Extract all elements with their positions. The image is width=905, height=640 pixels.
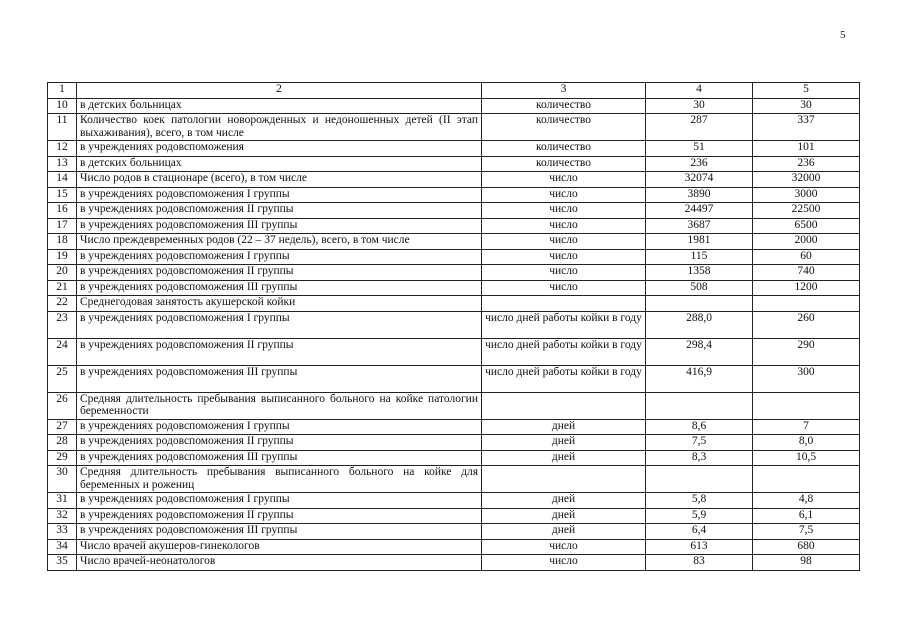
indicator-name: в учреждениях родовспоможения I группы [77,493,482,509]
table-row [48,365,860,392]
indicator-name: в учреждениях родовспоможения II группы [77,265,482,281]
table-row [48,555,860,571]
unit-of-measure: дней [482,524,646,540]
table-row [48,280,860,296]
unit-of-measure: число [482,187,646,203]
value-col-4: 5,9 [646,508,753,524]
unit-of-measure: число [482,172,646,188]
unit-of-measure: количество [482,141,646,157]
unit-of-measure: число [482,234,646,250]
value-col-5 [753,392,860,419]
row-number: 28 [48,435,77,451]
header-cell-3: 3 [482,83,646,99]
value-col-4: 8,3 [646,450,753,466]
value-col-4: 51 [646,141,753,157]
table-row [48,338,860,365]
row-number: 20 [48,265,77,281]
value-col-4: 5,8 [646,493,753,509]
table-row [48,524,860,540]
value-col-5: 3000 [753,187,860,203]
value-col-5: 7,5 [753,524,860,540]
value-col-4: 115 [646,249,753,265]
unit-of-measure [482,296,646,312]
table-row [48,114,860,141]
row-number: 13 [48,156,77,172]
indicator-name: в учреждениях родовспоможения II группы [77,338,482,365]
row-number: 12 [48,141,77,157]
value-col-5: 337 [753,114,860,141]
value-col-5: 101 [753,141,860,157]
indicator-name: в учреждениях родовспоможения I группы [77,187,482,203]
indicator-name: в учреждениях родовспоможения [77,141,482,157]
unit-of-measure [482,392,646,419]
header-cell-5: 5 [753,83,860,99]
table-row [48,493,860,509]
value-col-4: 298,4 [646,338,753,365]
indicator-name: Количество коек патологии новорожденных и недоношенных детей (II этап выхаживания), всего, в том числе [77,114,482,141]
row-number: 30 [48,466,77,493]
row-number: 19 [48,249,77,265]
row-number: 32 [48,508,77,524]
unit-of-measure: количество [482,98,646,114]
value-col-4 [646,296,753,312]
value-col-5 [753,466,860,493]
value-col-5: 290 [753,338,860,365]
indicator-name: в учреждениях родовспоможения II группы [77,508,482,524]
unit-of-measure: дней [482,508,646,524]
value-col-5: 60 [753,249,860,265]
row-number: 11 [48,114,77,141]
indicator-name: Число врачей-неонатологов [77,555,482,571]
row-number: 35 [48,555,77,571]
indicator-name: в учреждениях родовспоможения I группы [77,419,482,435]
unit-of-measure: количество [482,156,646,172]
indicator-name: Число родов в стационаре (всего), в том числе [77,172,482,188]
indicators-table [47,82,860,571]
indicator-name: Число преждевременных родов (22 – 37 недель), всего, в том числе [77,234,482,250]
unit-of-measure: дней [482,419,646,435]
value-col-5: 98 [753,555,860,571]
value-col-4: 83 [646,555,753,571]
value-col-4: 508 [646,280,753,296]
indicator-name: в учреждениях родовспоможения III группы [77,218,482,234]
table-row [48,218,860,234]
value-col-4: 8,6 [646,419,753,435]
table-row [48,392,860,419]
table-row [48,419,860,435]
row-number: 18 [48,234,77,250]
value-col-5: 6,1 [753,508,860,524]
indicator-name: в учреждениях родовспоможения III группы [77,450,482,466]
value-col-5: 32000 [753,172,860,188]
row-number: 10 [48,98,77,114]
header-cell-4: 4 [646,83,753,99]
unit-of-measure: число дней работы койки в году [482,311,646,338]
value-col-4: 3890 [646,187,753,203]
table-row [48,187,860,203]
indicator-name: в детских больницах [77,98,482,114]
unit-of-measure: дней [482,435,646,451]
indicator-name: в учреждениях родовспоможения I группы [77,311,482,338]
unit-of-measure: число [482,203,646,219]
row-number: 16 [48,203,77,219]
table-row [48,450,860,466]
value-col-4: 7,5 [646,435,753,451]
page-number: 5 [840,29,846,41]
table-row [48,539,860,555]
table-row [48,249,860,265]
table-row [48,508,860,524]
indicator-name: в учреждениях родовспоможения I группы [77,249,482,265]
row-number: 26 [48,392,77,419]
table-row [48,172,860,188]
indicator-name: Средняя длительность пребывания выписанного больного на койке патологии беременности [77,392,482,419]
value-col-4: 30 [646,98,753,114]
value-col-4: 24497 [646,203,753,219]
value-col-5: 8,0 [753,435,860,451]
indicator-name: в учреждениях родовспоможения II группы [77,435,482,451]
table-body [48,98,860,570]
value-col-4: 416,9 [646,365,753,392]
row-number: 17 [48,218,77,234]
table-row [48,265,860,281]
unit-of-measure: число дней работы койки в году [482,338,646,365]
unit-of-measure: число [482,249,646,265]
value-col-5: 6500 [753,218,860,234]
value-col-5: 260 [753,311,860,338]
table-row [48,141,860,157]
indicator-name: Среднегодовая занятость акушерской койки [77,296,482,312]
indicator-name: в учреждениях родовспоможения II группы [77,203,482,219]
unit-of-measure: дней [482,493,646,509]
unit-of-measure: число дней работы койки в году [482,365,646,392]
unit-of-measure [482,466,646,493]
value-col-5: 7 [753,419,860,435]
row-number: 27 [48,419,77,435]
indicator-name: Число врачей акушеров-гинекологов [77,539,482,555]
value-col-5: 10,5 [753,450,860,466]
indicator-name: в учреждениях родовспоможения III группы [77,280,482,296]
row-number: 15 [48,187,77,203]
row-number: 31 [48,493,77,509]
value-col-4: 288,0 [646,311,753,338]
unit-of-measure: дней [482,450,646,466]
value-col-4: 3687 [646,218,753,234]
value-col-5: 300 [753,365,860,392]
value-col-4 [646,392,753,419]
value-col-5: 4,8 [753,493,860,509]
row-number: 34 [48,539,77,555]
row-number: 14 [48,172,77,188]
value-col-5: 22500 [753,203,860,219]
indicator-name: в детских больницах [77,156,482,172]
row-number: 23 [48,311,77,338]
value-col-5: 1200 [753,280,860,296]
header-cell-1: 1 [48,83,77,99]
value-col-4 [646,466,753,493]
row-number: 21 [48,280,77,296]
value-col-5: 740 [753,265,860,281]
value-col-5: 2000 [753,234,860,250]
row-number: 29 [48,450,77,466]
indicator-name: в учреждениях родовспоможения III группы [77,524,482,540]
value-col-4: 6,4 [646,524,753,540]
table-row [48,156,860,172]
table-row [48,203,860,219]
table-row [48,466,860,493]
table-row [48,435,860,451]
table-row [48,311,860,338]
unit-of-measure: число [482,555,646,571]
indicator-name: Средняя длительность пребывания выписанного больного на койке для беременных и рожениц [77,466,482,493]
value-col-4: 287 [646,114,753,141]
header-row [48,83,860,99]
value-col-5: 680 [753,539,860,555]
value-col-4: 613 [646,539,753,555]
value-col-4: 32074 [646,172,753,188]
row-number: 22 [48,296,77,312]
row-number: 25 [48,365,77,392]
table-row [48,296,860,312]
unit-of-measure: число [482,280,646,296]
unit-of-measure: количество [482,114,646,141]
table-row [48,98,860,114]
unit-of-measure: число [482,539,646,555]
header-cell-2: 2 [77,83,482,99]
indicator-name: в учреждениях родовспоможения III группы [77,365,482,392]
unit-of-measure: число [482,218,646,234]
unit-of-measure: число [482,265,646,281]
value-col-5: 30 [753,98,860,114]
value-col-5 [753,296,860,312]
table-row [48,234,860,250]
row-number: 33 [48,524,77,540]
value-col-4: 1981 [646,234,753,250]
value-col-5: 236 [753,156,860,172]
value-col-4: 236 [646,156,753,172]
value-col-4: 1358 [646,265,753,281]
row-number: 24 [48,338,77,365]
